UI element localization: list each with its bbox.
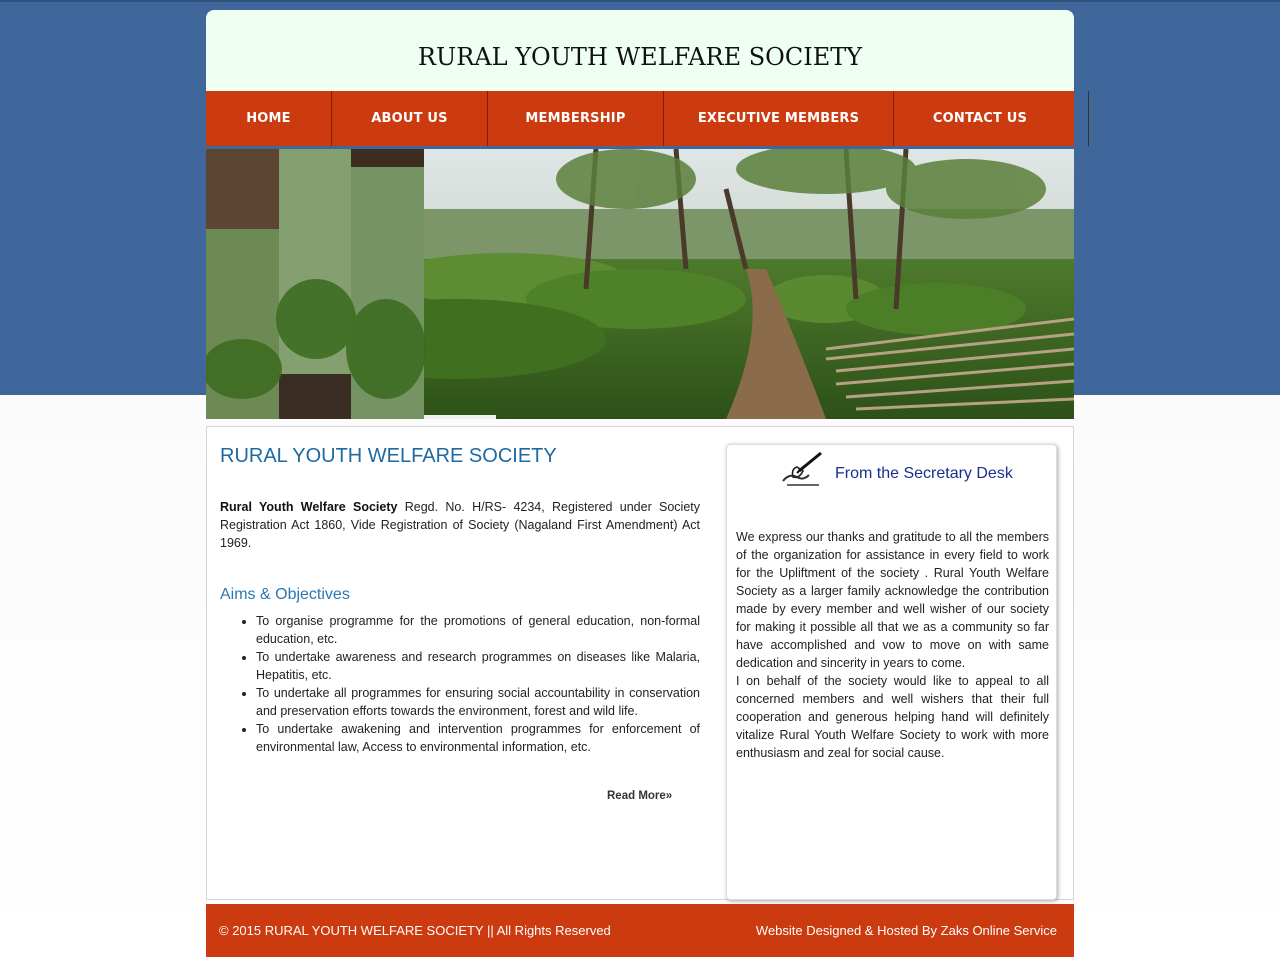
list-item: • To undertake all programmes for ensuring social accountability in conservation and preservation efforts towards the environment, forest and wild life. — [256, 684, 700, 720]
banner-forest-image — [206, 149, 1074, 419]
banner-slideshow[interactable] — [206, 149, 1074, 419]
desk-title: From the Secretary Desk — [835, 464, 1013, 482]
desk-paragraph-1: We express our thanks and gratitude to all the members of the organization for assistance in every field to work for the Upliftment of the society . Rural Youth Welfare Society as a larger family acknowledge the contribution made by every member and well wisher of our society for making it possible all that we as a community so far have accomplished and vow to move on with same dedication and sincerity in years to come. — [736, 530, 1049, 670]
footer-copyright: © 2015 RURAL YOUTH WELFARE SOCIETY || All Rights Reserved — [219, 923, 611, 938]
desk-paragraph-2: I on behalf of the society would like to appeal to all concerned members and well wishers that their full cooperation and generous helping hand will definitely vitalize Rural Youth Welfare Society to work with more enthusiasm and zeal for social cause. — [736, 674, 1049, 760]
intro-bold: Rural Youth Welfare Society — [220, 500, 398, 514]
top-line — [0, 0, 1280, 2]
nav-about-us[interactable]: ABOUT US — [332, 91, 488, 146]
about-section — [220, 445, 700, 756]
site-title: RURAL YOUTH WELFARE SOCIETY — [417, 42, 863, 71]
nav-contact-us[interactable]: CONTACT US — [932, 111, 1028, 126]
nav-end-divider — [1088, 91, 1089, 146]
aims-heading: Aims & Objectives — [220, 586, 350, 603]
main-heading: RURAL YOUTH WELFARE SOCIETY — [220, 445, 557, 467]
site-header — [206, 10, 1074, 91]
aims-list — [220, 612, 700, 756]
nav-executive-members[interactable]: EXECUTIVE MEMBERS — [664, 91, 894, 146]
pen-writing-icon — [779, 451, 825, 496]
list-item: • To organise programme for the promotions of general education, non-formal education, etc. — [256, 612, 700, 648]
intro-text: Regd. No. H/RS- 4234, Registered under Society Registration Act 1860, Vide Registration of Society (Nagaland First Amendment) Act 1969. — [220, 500, 701, 550]
site-footer — [206, 904, 1074, 957]
list-item: • To undertake awakening and intervention programmes for enforcement of environmental law, Access to environmental information, etc. — [256, 720, 700, 756]
secretary-desk-box — [726, 444, 1057, 900]
list-item: • To undertake awareness and research programmes on diseases like Malaria, Hepatitis, etc. — [256, 648, 700, 684]
footer-credit-link[interactable]: Website Designed & Hosted By Zaks Online Service — [755, 923, 1057, 938]
read-more-link[interactable]: Read More» — [607, 790, 673, 802]
slide-indicator[interactable] — [424, 415, 496, 419]
intro-paragraph — [220, 498, 700, 552]
content-panel — [206, 426, 1074, 900]
nav-home[interactable]: HOME — [206, 91, 332, 146]
nav-membership[interactable]: MEMBERSHIP — [488, 91, 664, 146]
page-wrapper — [206, 10, 1074, 957]
main-nav — [206, 91, 1074, 146]
desk-message — [736, 528, 1049, 762]
desk-header — [779, 451, 1013, 496]
